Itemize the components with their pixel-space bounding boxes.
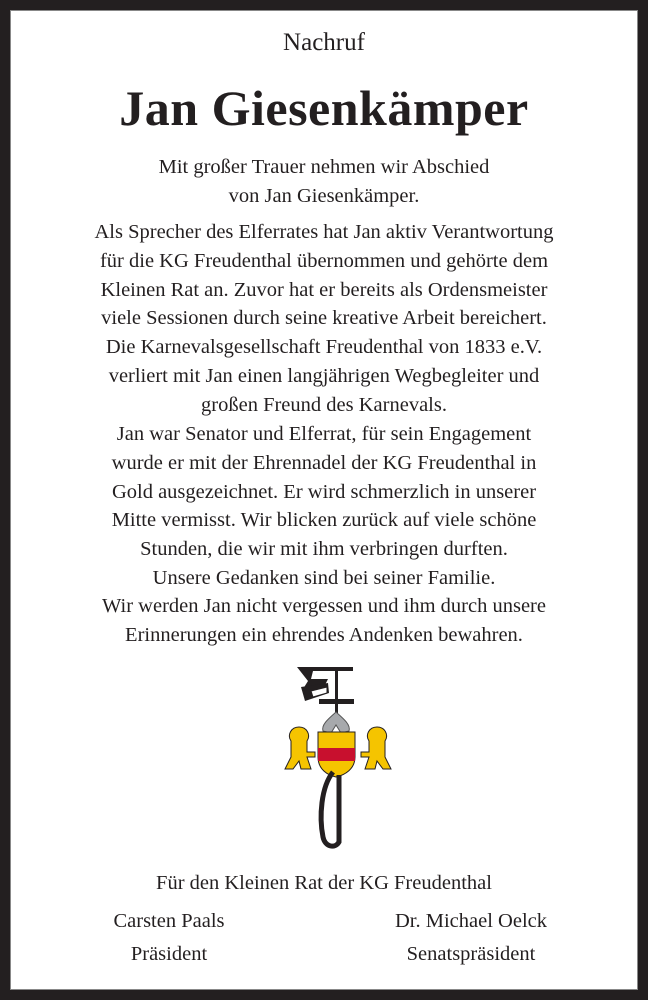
text-line: Mitte vermisst. Wir blicken zurück auf viele schöne	[111, 509, 537, 532]
text-line: Erinnerungen ein ehrendes Andenken bewahren.	[125, 623, 523, 646]
text-line: Kleinen Rat an. Zuvor hat er bereits als Ordensmeister	[100, 278, 548, 301]
text-line: für die KG Freudenthal übernommen und gehörte dem	[99, 249, 549, 272]
text-line: viele Sessionen durch seine kreative Arbeit bereichert.	[101, 307, 547, 330]
text-line: Unsere Gedanken sind bei seiner Familie.	[152, 566, 496, 589]
text-line: Stunden, die wir mit ihm verbringen durften.	[140, 538, 508, 561]
signoff: Für den Kleinen Rat der KG Freudenthal	[156, 872, 492, 894]
text-line: von Jan Giesenkämper.	[228, 184, 420, 207]
text-line: Wir werden Jan nicht vergessen und ihm durch unsere	[102, 595, 546, 617]
deceased-name: Jan Giesenkämper	[119, 80, 529, 136]
heading: Nachruf	[283, 29, 365, 56]
signatory-role: Senatspräsident	[406, 943, 536, 965]
signatory-name: Dr. Michael Oelck	[395, 910, 547, 932]
signatory-role: Präsident	[130, 943, 208, 965]
text-line: Jan war Senator und Elferrat, für sein Engagement	[116, 423, 532, 445]
text-line: Als Sprecher des Elferrates hat Jan aktiv Verantwortung	[94, 221, 554, 243]
text-line: wurde er mit der Ehrennadel der KG Freudenthal in	[111, 451, 537, 474]
text-line: Gold ausgezeichnet. Er wird schmerzlich in unserer	[111, 480, 537, 503]
coat-of-arms-logo	[273, 657, 403, 857]
text-line: großen Freund des Karnevals.	[201, 393, 447, 416]
paragraph-1	[11, 218, 637, 420]
text-line: Die Karnevalsgesellschaft Freudenthal von 1833 e.V.	[105, 336, 543, 359]
intro-paragraph	[11, 153, 637, 211]
paragraph-2	[11, 420, 637, 593]
paragraph-3	[11, 592, 637, 650]
text-line: Mit großer Trauer nehmen wir Abschied	[158, 156, 490, 178]
signatory-name: Carsten Paals	[113, 910, 225, 932]
text-line: verliert mit Jan einen langjährigen Wegbegleiter und	[108, 364, 540, 387]
obituary-notice	[10, 10, 638, 990]
